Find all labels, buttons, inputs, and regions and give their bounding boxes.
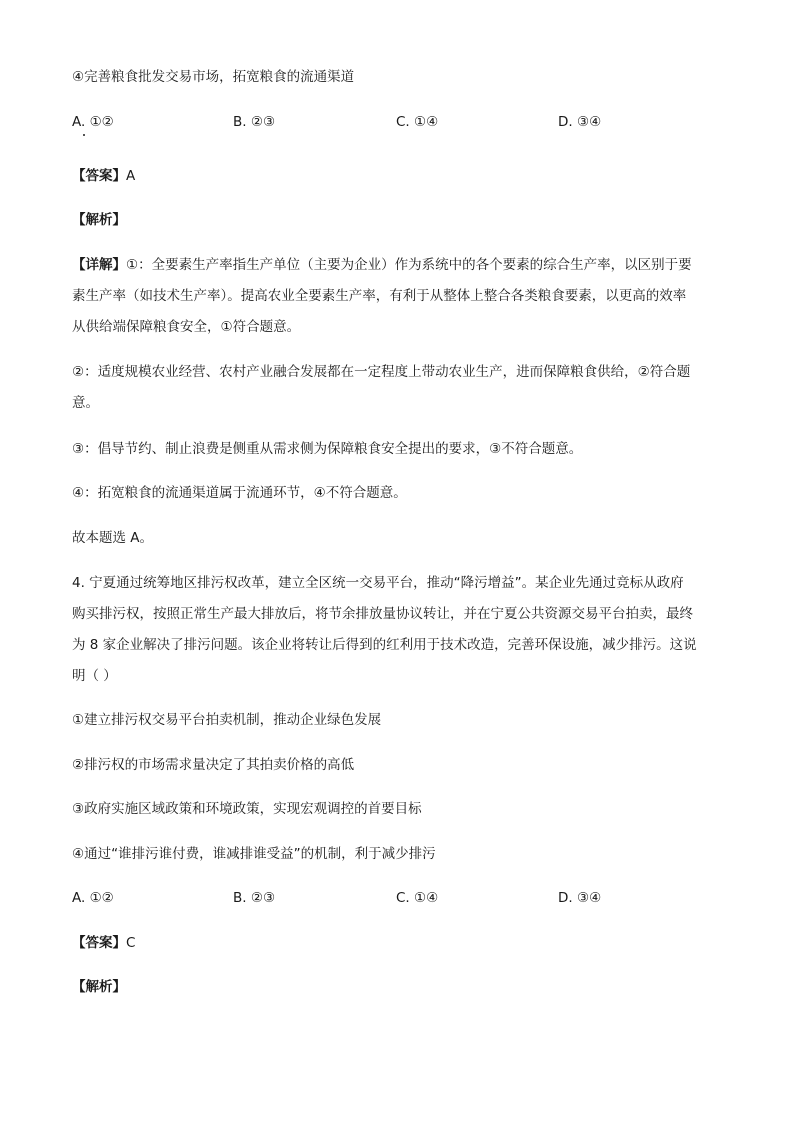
q4-item-3: ③政府实施区域政策和环境政策，实现宏观调控的首要目标 (72, 801, 422, 817)
answer-value: A (126, 168, 136, 184)
q3-option-c: C. ①④ (396, 114, 439, 130)
q3-item-4: ④完善粮食批发交易市场，拓宽粮食的流通渠道 (72, 69, 355, 85)
q4-answer (72, 934, 722, 952)
q3-detail-line-1 (72, 256, 722, 274)
q3-conclusion: 故本题选 A。 (72, 530, 154, 546)
q4-stem-line-4: 明（ ） (72, 668, 117, 684)
q4-item-1: ①建立排污权交易平台拍卖机制，推动企业绿色发展 (72, 712, 382, 728)
q4-stem-line-3: 为 8 家企业解决了排污问题。该企业将转让后得到的红利用于技术改造，完善环保设施，减少排污。这说 (72, 637, 697, 653)
q3-detail-line-2: 素生产率（如技术生产率）。提高农业全要素生产率，有利于从整体上整合各类粮食要素，以更高的效率 (72, 288, 687, 304)
q3-option-d: D. ③④ (558, 114, 602, 130)
q3-paragraph-2-line-1: ②：适度规模农业经营、农村产业融合发展都在一定程度上带动农业生产，进而保障粮食供给，②符合题 (72, 364, 691, 380)
q4-option-c: C. ①④ (396, 890, 439, 906)
q4-option-a: A. ①② (72, 890, 114, 906)
stray-dot (83, 134, 85, 136)
q4-stem-line-1: 4. 宁夏通过统筹地区排污权改革，建立全区统一交易平台，推动“降污增益”。某企业先通过竞标从政府 (72, 575, 684, 591)
detail-text-1: ①：全要素生产率指生产单位（主要为企业）作为系统中的各个要素的综合生产率，以区别于要 (126, 257, 692, 273)
q3-answer (72, 167, 722, 185)
answer-tag: 【答案】 (72, 935, 126, 951)
q4-item-4: ④通过“谁排污谁付费，谁减排谁受益”的机制，利于减少排污 (72, 846, 436, 862)
q3-option-b: B. ②③ (233, 114, 276, 130)
q4-option-b: B. ②③ (233, 890, 276, 906)
q3-paragraph-4: ④：拓宽粮食的流通渠道属于流通环节，④不符合题意。 (72, 485, 407, 501)
answer-tag: 【答案】 (72, 168, 126, 184)
q3-detail-line-3: 从供给端保障粮食安全，①符合题意。 (72, 319, 301, 335)
q4-option-d: D. ③④ (558, 890, 602, 906)
q3-analysis-tag: 【解析】 (72, 212, 126, 228)
q3-paragraph-2-line-2: 意。 (72, 395, 99, 411)
q4-analysis-tag: 【解析】 (72, 979, 126, 995)
detail-tag: 【详解】 (72, 257, 126, 273)
q4-item-2: ②排污权的市场需求量决定了其拍卖价格的高低 (72, 757, 355, 773)
q3-option-a: A. ①② (72, 114, 114, 130)
q3-paragraph-3: ③：倡导节约、制止浪费是侧重从需求侧为保障粮食安全提出的要求，③不符合题意。 (72, 441, 583, 457)
q4-stem-line-2: 购买排污权，按照正常生产最大排放后，将节余排放量协议转让，并在宁夏公共资源交易平台拍卖，最终 (72, 606, 693, 622)
answer-value: C (126, 935, 136, 951)
